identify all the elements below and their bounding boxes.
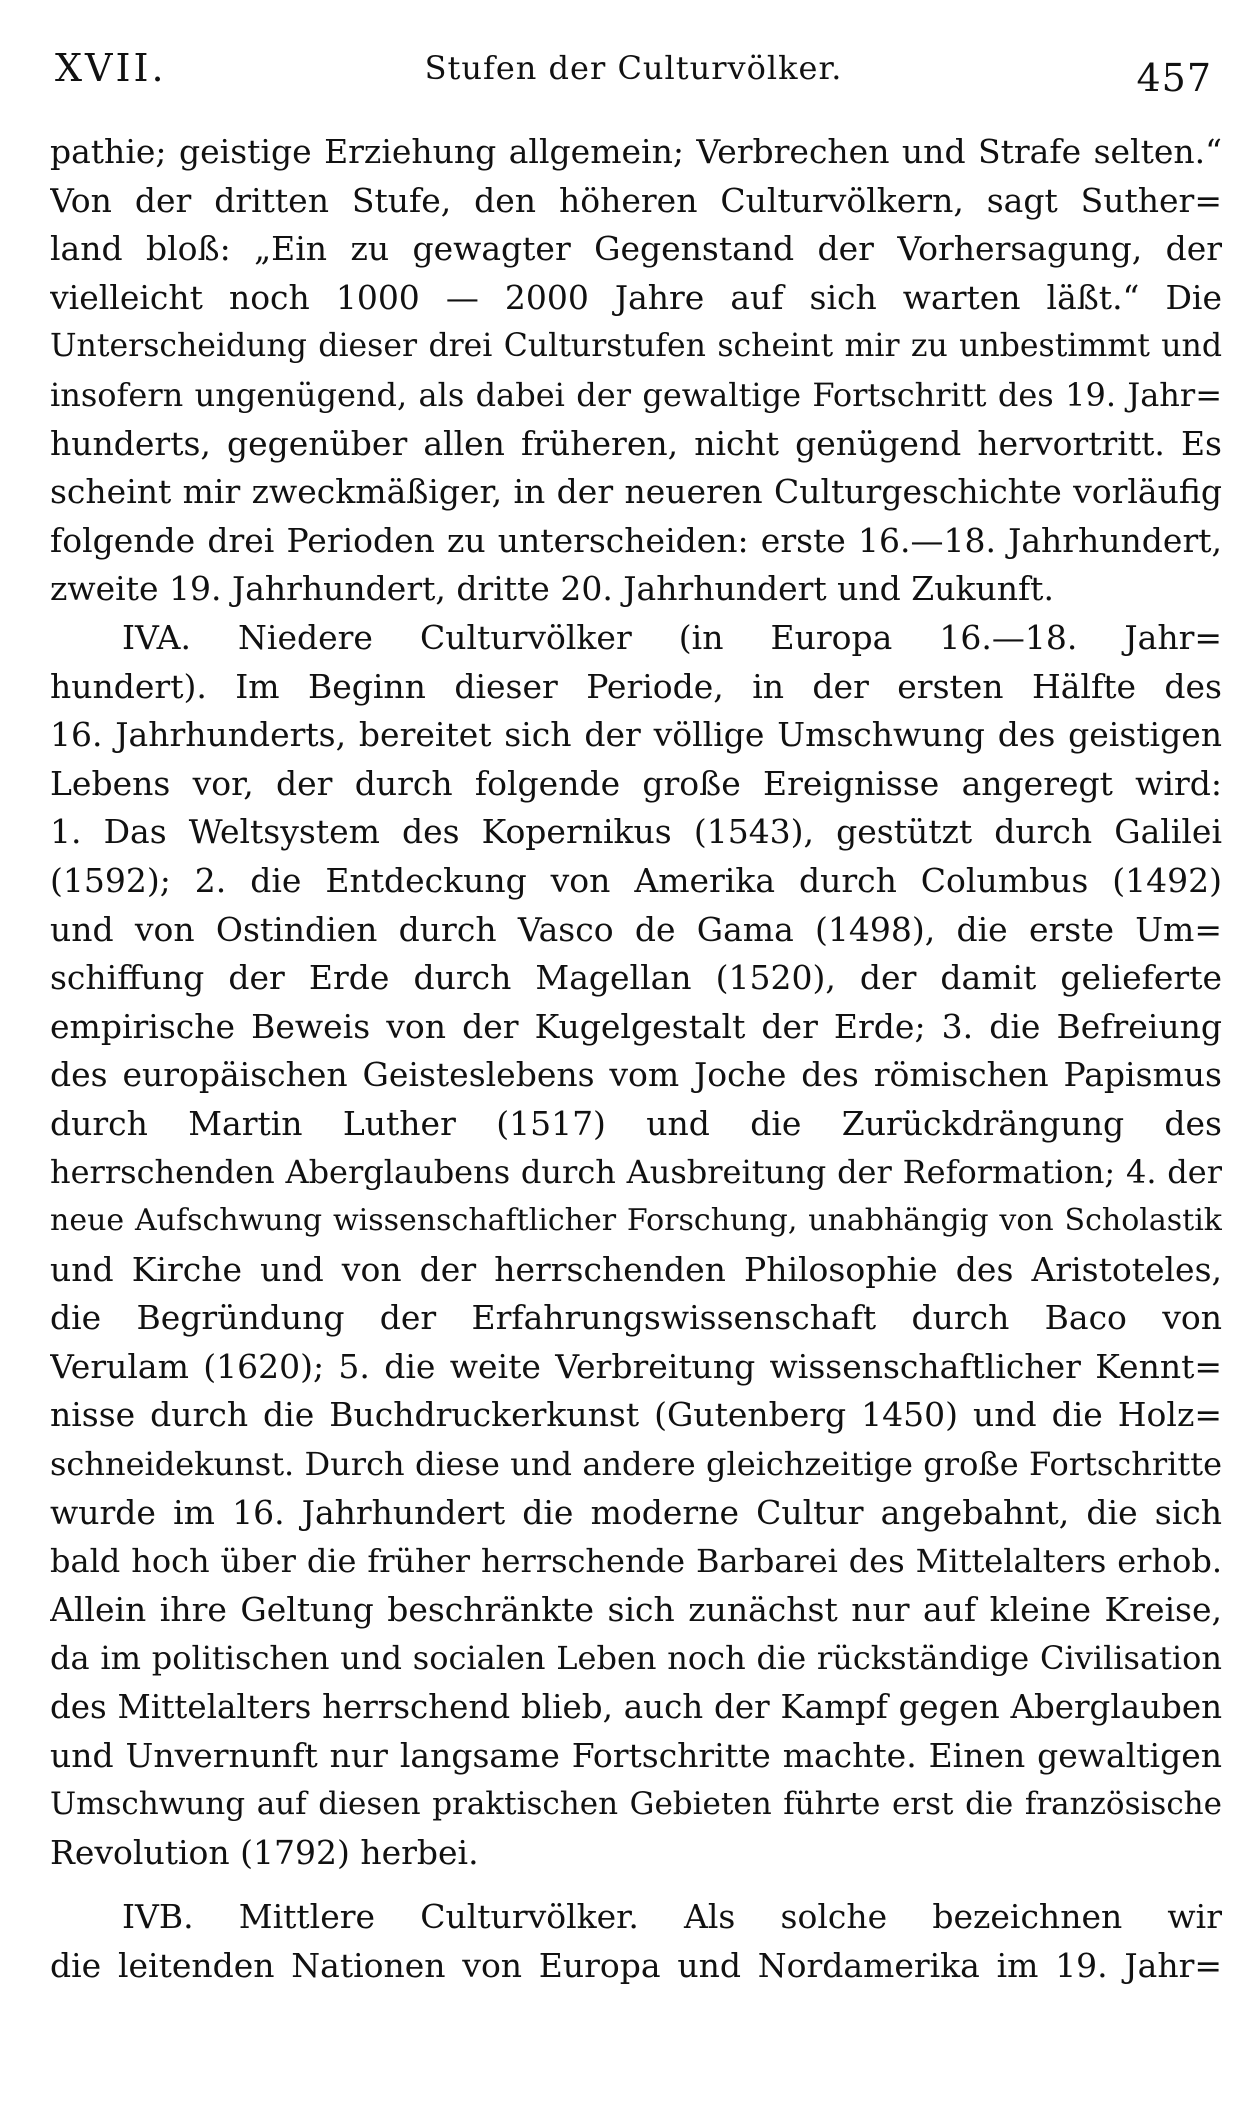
text-line: bald hoch über die früher herrschende Barbarei des Mittelalters erhob. (50, 1542, 1222, 1581)
text-line: insofern ungenügend, als dabei der gewaltige Fortschritt des 19. Jahr= (50, 375, 1222, 414)
text-line: herrschenden Aberglaubens durch Ausbreitung der Reformation; 4. der (50, 1153, 1222, 1192)
body-text (50, 128, 1222, 1991)
text-line: Umschwung auf diesen praktischen Gebieten führte erst die französische (50, 1786, 1222, 1823)
text-line: (1592); 2. die Entdeckung von Amerika durch Columbus (1492) (50, 860, 1222, 900)
text-line: wurde im 16. Jahrhundert die moderne Cultur angebahnt, die sich (50, 1492, 1222, 1532)
text-line: land bloß: „Ein zu gewagter Gegenstand der Vorhersagung, der (50, 229, 1222, 269)
text-line: folgende drei Perioden zu unterscheiden: erste 16.—18. Jahrhundert, (50, 520, 1222, 560)
text-line: Von der dritten Stufe, den höheren Culturvölkern, sagt Suther= (50, 180, 1222, 220)
text-line: Lebens vor, der durch folgende große Ereignisse angeregt wird: (50, 763, 1222, 803)
text-line: die leitenden Nationen von Europa und Nordamerika im 19. Jahr= (50, 1945, 1222, 1985)
text-line: die Begründung der Erfahrungswissenschaft durch Baco von (50, 1298, 1222, 1338)
text-line: pathie; geistige Erziehung allgemein; Verbrechen und Strafe selten.“ (50, 132, 1222, 171)
paragraph (50, 614, 1222, 1877)
paragraph (50, 128, 1222, 614)
text-line: und Kirche und von der herrschenden Philosophie des Aristoteles, (50, 1249, 1222, 1289)
text-line: Revolution (1792) herbei. (50, 1832, 479, 1872)
page-number: 457 (1136, 56, 1212, 100)
text-line: und Unvernunft nur langsame Fortschritte machte. Einen gewaltigen (50, 1735, 1222, 1775)
text-line: Allein ihre Geltung beschränkte sich zunächst nur auf kleine Kreise, (50, 1589, 1222, 1629)
text-line: nisse durch die Buchdruckerkunst (Gutenberg 1450) und die Holz= (50, 1395, 1222, 1435)
chapter-number: XVII. (55, 46, 167, 90)
text-line: scheint mir zweckmäßiger, in der neueren Culturgeschichte vorläufig (50, 472, 1222, 512)
text-line: neue Aufschwung wissenschaftlicher Forschung, unabhängig von Scholastik (50, 1203, 1222, 1239)
paragraph-gap (50, 1877, 1222, 1893)
text-line: Verulam (1620); 5. die weite Verbreitung wissenschaftlicher Kennt= (50, 1346, 1222, 1386)
text-line: Unterscheidung dieser drei Culturstufen scheint mir zu unbestimmt und (50, 328, 1222, 365)
text-line: des Mittelalters herrschend blieb, auch der Kampf gegen Aberglauben (50, 1688, 1222, 1726)
text-line: IVA. Niedere Culturvölker (in Europa 16.—18. Jahr= (122, 617, 1222, 657)
text-line: 16. Jahrhunderts, bereitet sich der völlige Umschwung des geistigen (50, 715, 1222, 755)
text-line: empirische Beweis von der Kugelgestalt der Erde; 3. die Befreiung (50, 1006, 1222, 1046)
text-line: hunderts, gegenüber allen früheren, nicht genügend hervortritt. Es (50, 423, 1222, 463)
text-line: vielleicht noch 1000 — 2000 Jahre auf sich warten läßt.“ Die (50, 277, 1222, 317)
text-line: zweite 19. Jahrhundert, dritte 20. Jahrhundert und Zukunft. (50, 569, 1054, 609)
text-line: schiffung der Erde durch Magellan (1520), der damit gelieferte (50, 958, 1222, 998)
paragraph (50, 1893, 1222, 1990)
text-line: IVB. Mittlere Culturvölker. Als solche bezeichnen wir (122, 1897, 1222, 1937)
text-line: durch Martin Luther (1517) und die Zurückdrängung des (50, 1103, 1222, 1143)
text-line: da im politischen und socialen Leben noch die rückständige Civilisation (50, 1639, 1222, 1678)
text-line: 1. Das Weltsystem des Kopernikus (1543), gestützt durch Galilei (50, 812, 1222, 852)
text-line: schneidekunst. Durch diese und andere gleichzeitige große Fortschritte (50, 1445, 1222, 1484)
text-line: des europäischen Geisteslebens vom Joche des römischen Papismus (50, 1055, 1222, 1095)
page-header (55, 38, 1212, 98)
running-title: Stufen der Culturvölker. (424, 49, 843, 87)
text-line: und von Ostindien durch Vasco de Gama (1498), die erste Um= (50, 909, 1222, 949)
text-line: hundert). Im Beginn dieser Periode, in der ersten Hälfte des (50, 666, 1222, 706)
